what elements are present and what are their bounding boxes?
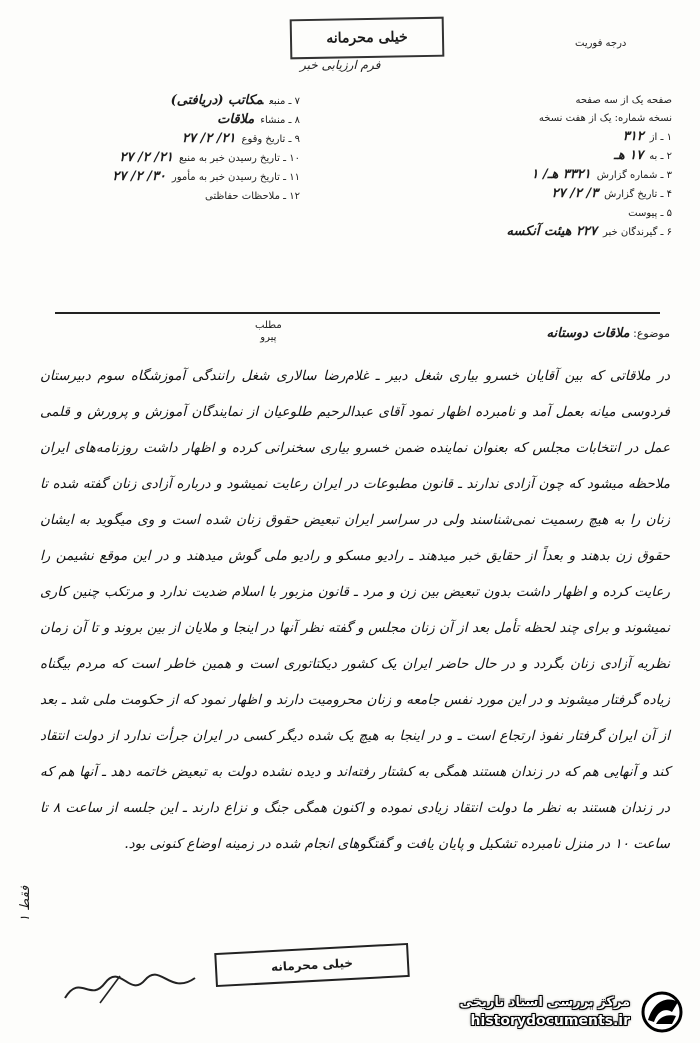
header-divider [55, 312, 660, 314]
form-row-2-value: ۱۷ هـ [614, 148, 644, 163]
form-row-2 [352, 147, 672, 166]
form-row-8-label: ۸ ـ منشاء [260, 115, 300, 126]
subject-line [547, 326, 670, 341]
form-row-5-label: ۵ ـ پیوست [628, 208, 672, 219]
form-title-note: فرم ارزیابی خبر [300, 58, 381, 72]
form-row-7 [50, 92, 300, 111]
form-row-3 [352, 166, 672, 185]
form-row-1-label: ۱ ـ از [649, 132, 672, 143]
sheet-row [352, 92, 672, 110]
form-row-8-value: ملاقات [217, 112, 255, 127]
mid-label-text: مطلب [255, 320, 282, 331]
classification-stamp-top: خیلی محرمانه [290, 17, 445, 60]
form-row-6-label: ۶ ـ گیرندگان خبر [602, 227, 672, 238]
report-paragraph: در ملاقاتی که بین آقایان خسرو بیاری شغل دبیر ـ غلام‌رضا سالاری شغل رانندگی آموزشگاه سوم دبیرستان فردوسی میانه بعمل آمد و نامبرده اظهار نمود آقای عبدالرحیم طلوعیان از نمایندگان آموزش و پرورش و قلمی عمل در انتخابات مجلس که بعنوان نماینده ضمن خسرو بیاری سخنرانی کرده و اظهار داشت روزنامه‌های ایران ملاحظه میشود که چون آزادی ندارند ـ قانون مطبوعات در ایران رعایت نمیشود و درباره آزادی زنان گفته شده تا زنان را به هیچ رسمیت نمی‌شناسند ولی در سراسر ایران تبعیض حقوق زنان شده است و وی میگوید به ایشان حقوق زن بدهند و بعداً از حقایق خبر میدهند ـ رادیو مسکو و رادیو ملی گوش میدهند و در این موقع نشیمن را رعایت کرده و اظهار داشت بدون تبعیض بین زن و مرد ـ قانون مزبور با اسلام ضدیت ندارد و مرتکب چنین کاری نمیشوند و برای چند لحظه تأمل بعد از آن زنان مجلس و گفته نظر آنها در اینجا و ملایان از بین بروند و تا آن زمان نظریه آزادی زنان بگردد و در حال حاضر ایران یک کشور دیکتاتوری است و همین خاطر است که مردم بیگناه زیاده گرفتار میشوند و در این مورد نفس جامعه و زنان محرومیت دارند و اظهار نمود که از حکومت ملی شد ـ بعد از آن ایران گرفتار نفوذ ارتجاع است ـ و در اینجا به هیچ یک شده دیگر کسی در ایران جرأت ندارد از دولت انتقاد کند و آنهایی هم که در زندان هستند همگی به کشتار رفته‌اند و دیده نشده دولت به تبعیض خاتمه دهد ـ آنها هم که در زندان هستند به نظر ما دولت انتقاد زیادی نموده و اکنون همگی جنگ و نزاع دارند ـ این جلسه از ساعت ۸ تا ساعت ۱۰ در منزل نامبرده تشکیل و پایان یافت و گفتگوهای انجام شده در زمینه اوضاع کنونی بود. [40, 368, 670, 852]
form-row-4-label: ۴ ـ تاریخ گزارش [604, 189, 672, 200]
signature-scribble [60, 968, 200, 1008]
form-row-9-label: ۹ ـ تاریخ وقوع [241, 134, 300, 145]
form-row-9-value: ۲۱/ ۲/ ۲۷ [182, 131, 236, 146]
form-row-6 [352, 223, 672, 242]
form-row-12 [50, 187, 300, 206]
form-row-10-value: ۲۱/ ۲/ ۲۷ [119, 150, 173, 165]
priority-label: درجه فوریت [575, 38, 627, 49]
form-row-4 [352, 185, 672, 204]
form-row-10-label: ۱۰ ـ تاریخ رسیدن خبر به منبع [178, 153, 300, 164]
form-row-9 [50, 130, 300, 149]
form-row-1-value: ۳۱۲ [622, 129, 644, 144]
sheet-row-text: صفحه یک از سه صفحه [575, 95, 672, 106]
copy-row-text: نسخه شماره: یک از هفت نسخه [538, 113, 672, 124]
form-row-2-label: ۲ ـ به [649, 151, 672, 162]
form-row-1 [352, 128, 672, 147]
watermark-url: historydocuments.ir [470, 1013, 630, 1029]
mid-label-followup: پیرو [260, 332, 277, 343]
form-row-3-label: ۳ ـ شماره گزارش [596, 170, 672, 181]
form-row-11 [50, 168, 300, 187]
form-row-10 [50, 149, 300, 168]
form-row-6-value: ۲۲۷ هیئت آنکسه [506, 224, 597, 239]
archive-logo-icon [638, 990, 686, 1034]
form-row-11-value: ۳۰/ ۲/ ۲۷ [112, 169, 166, 184]
watermark-text [460, 994, 631, 1030]
form-row-7-label: ۷ ـ منبع [269, 96, 300, 107]
subject-label: موضوع: [633, 327, 670, 340]
archive-watermark [414, 989, 686, 1035]
form-row-3-value: ۳۳۲۱ هـ/ ۱ [531, 167, 591, 182]
form-row-8 [50, 111, 300, 130]
form-fields-left [50, 92, 300, 206]
mid-labels [255, 320, 282, 344]
form-fields-right [352, 92, 672, 242]
form-row-11-label: ۱۱ ـ تاریخ رسیدن خبر به مأمور [171, 172, 300, 183]
form-row-4-value: ۳/ ۲/ ۲۷ [551, 186, 599, 201]
margin-note: فقط ۱ [18, 885, 33, 922]
form-row-12-label: ۱۲ ـ ملاحظات حفاظتی [205, 191, 300, 202]
report-body [40, 358, 670, 948]
form-row-5 [352, 204, 672, 223]
form-row-7-value: مکاتب (دریافتی) [170, 93, 264, 108]
watermark-title: مرکز بررسی اسناد تاریخی [459, 995, 630, 1010]
classification-stamp-bottom: خیلی محرمانه [214, 943, 410, 987]
copy-row [352, 110, 672, 128]
subject-value: ملاقات دوستانه [546, 326, 630, 341]
